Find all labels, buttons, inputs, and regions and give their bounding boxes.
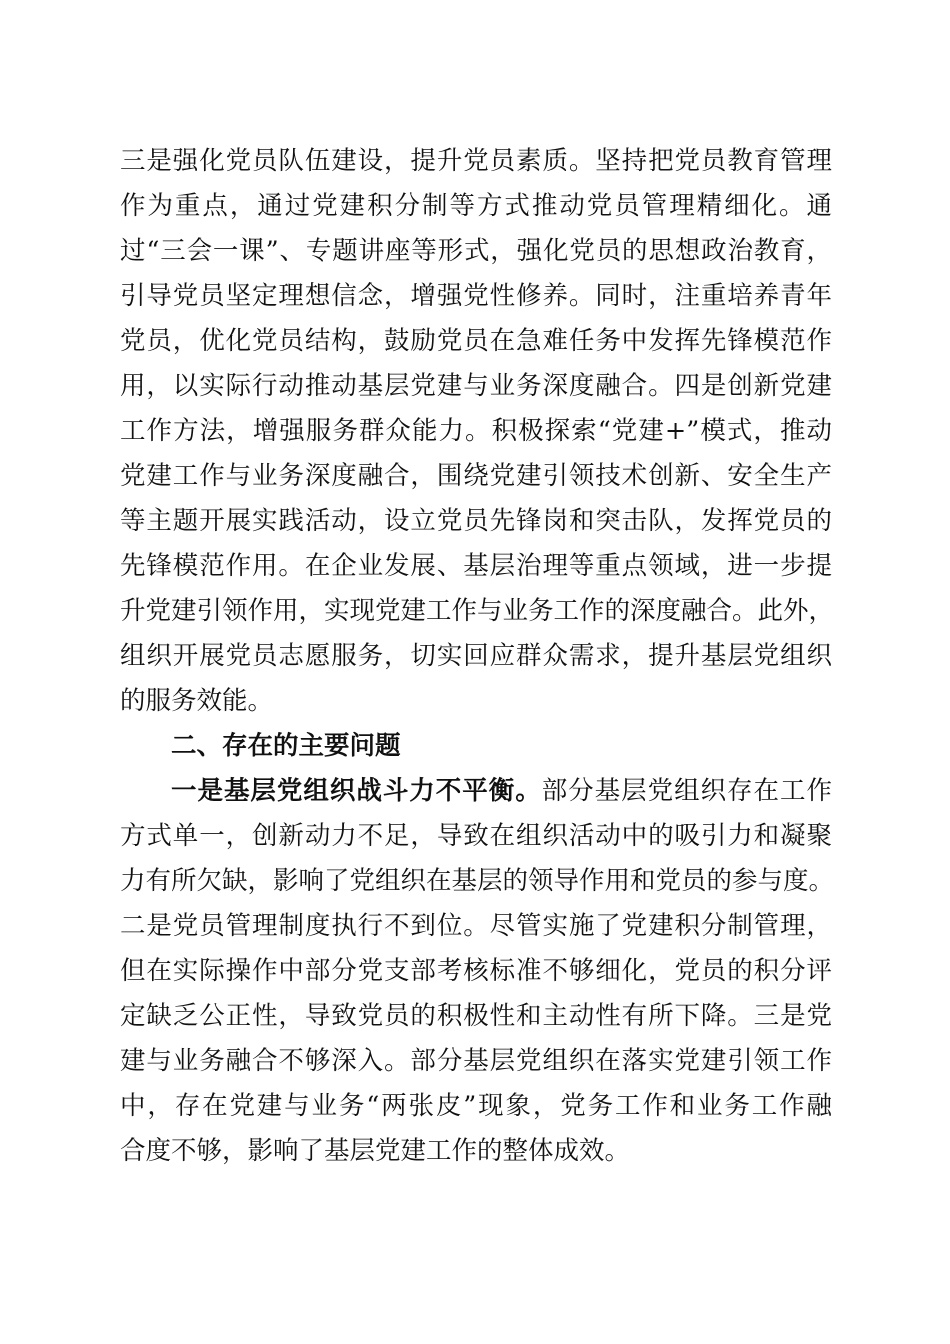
paragraph-line: 用，以实际行动推动基层党建与业务深度融合。四是创新党建	[120, 371, 832, 401]
paragraph-line: 但在实际操作中部分党支部考核标准不够细化，党员的积分评	[120, 956, 832, 986]
paragraph-line: 作为重点，通过党建积分制等方式推动党员管理精细化。通	[120, 191, 832, 221]
paragraph-line: 合度不够，影响了基层党建工作的整体成效。	[120, 1136, 631, 1166]
paragraph-line: 力有所欠缺，影响了党组织在基层的领导作用和党员的参与度。	[120, 866, 835, 896]
paragraph-line: 引导党员坚定理想信念，增强党性修养。同时，注重培养青年	[120, 281, 832, 311]
paragraph-line: 党员，优化党员结构，鼓励党员在急难任务中发挥先锋模范作	[120, 326, 832, 356]
paragraph-line: 三是强化党员队伍建设，提升党员素质。坚持把党员教育管理	[120, 146, 832, 176]
paragraph-line: 方式单一，创新动力不足，导致在组织活动中的吸引力和凝聚	[120, 821, 832, 851]
paragraph-line: 工作方法，增强服务群众能力。积极探索“党建+”模式，推动	[120, 416, 832, 446]
paragraph-line: 组织开展党员志愿服务，切实回应群众需求，提升基层党组织	[120, 641, 832, 671]
paragraph-line: 先锋模范作用。在企业发展、基层治理等重点领域，进一步提	[120, 551, 832, 581]
paragraph-line: 中，存在党建与业务“两张皮”现象，党务工作和业务工作融	[120, 1091, 832, 1121]
paragraph-line: 党建工作与业务深度融合，围绕党建引领技术创新、安全生产	[120, 461, 832, 491]
bold-lead-sentence: 一是基层党组织战斗力不平衡。	[171, 776, 542, 806]
paragraph-line: 等主题开展实践活动，设立党员先锋岗和突击队，发挥党员的	[120, 506, 832, 536]
paragraph-first-line	[171, 769, 832, 813]
paragraph-line: 的服务效能。	[120, 686, 274, 716]
paragraph-line: 升党建引领作用，实现党建工作与业务工作的深度融合。此外，	[120, 596, 835, 626]
section-heading: 二、存在的主要问题	[171, 731, 401, 761]
paragraph-line: 过“三会一课”、专题讲座等形式，强化党员的思想政治教育，	[120, 236, 832, 266]
paragraph-line: 二是党员管理制度执行不到位。尽管实施了党建积分制管理，	[120, 911, 832, 941]
paragraph-line: 定缺乏公正性，导致党员的积极性和主动性有所下降。三是党	[120, 1001, 832, 1031]
first-line-rest: 部分基层党组织存在工作	[541, 776, 832, 806]
paragraph-line: 建与业务融合不够深入。部分基层党组织在落实党建引领工作	[120, 1046, 832, 1076]
